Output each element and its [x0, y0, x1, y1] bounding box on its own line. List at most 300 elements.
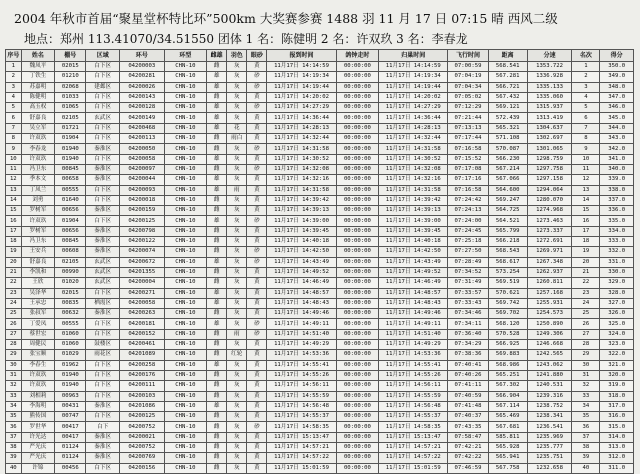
table-cell: 00:00:00: [336, 134, 378, 144]
table-cell: 11月17日 14:28:13: [379, 123, 448, 133]
table-cell: 04200026: [119, 82, 164, 92]
table-cell: 567.214: [488, 164, 527, 174]
table-cell: 28: [572, 340, 600, 350]
table-cell: 黄: [247, 432, 267, 442]
table-cell: 吴立军: [21, 123, 55, 133]
table-cell: 11月17日 14:32:44: [379, 134, 448, 144]
table-cell: 1298.759: [527, 154, 572, 164]
table-cell: CHN-10: [164, 72, 206, 82]
table-cell: 1235.751: [527, 453, 572, 463]
table-cell: 秦淮区: [86, 226, 120, 236]
table-cell: 白下区: [86, 195, 120, 205]
table-cell: 00963: [55, 391, 86, 401]
table-cell: 白下区: [86, 216, 120, 226]
table-cell: 雌: [207, 309, 227, 319]
table-cell: 秦淮区: [86, 237, 120, 247]
table-cell: 许双玖: [21, 381, 55, 391]
table-cell: 00417: [55, 432, 86, 442]
table-cell: 00:00:00: [336, 401, 378, 411]
table-cell: 38: [6, 442, 22, 452]
table-cell: 11月17日 14:49:29: [267, 340, 336, 350]
table-cell: 01060: [55, 329, 86, 339]
table-cell: 04200018: [119, 195, 164, 205]
table-cell: CHN-10: [164, 463, 206, 473]
table-cell: 灰: [227, 92, 247, 102]
table-cell: 1335.060: [527, 92, 572, 102]
table-cell: 1304.637: [527, 123, 572, 133]
table-cell: 04200021: [119, 432, 164, 442]
table-cell: 07:04:19: [448, 72, 488, 82]
table-cell: 11: [6, 164, 22, 174]
table-cell: 11月17日 14:58:35: [267, 422, 336, 432]
table-cell: 18: [6, 237, 22, 247]
table-cell: 黄: [247, 370, 267, 380]
table-cell: 568.986: [488, 360, 527, 370]
table-cell: 330.0: [600, 267, 634, 277]
table-cell: 564.725: [488, 206, 527, 216]
table-cell: 00:00:00: [336, 185, 378, 195]
table-cell: 11月17日 14:14:59: [379, 62, 448, 72]
column-header: 报到时间: [267, 50, 336, 62]
table-cell: 04200263: [119, 309, 164, 319]
table-cell: 11月17日 14:49:11: [267, 319, 336, 329]
table-cell: 00:00:00: [336, 442, 378, 452]
table-cell: 570.087: [488, 144, 527, 154]
table-cell: 11月17日 14:43:49: [379, 257, 448, 267]
table-cell: 11月17日 14:49:11: [379, 319, 448, 329]
table-cell: 黄: [247, 309, 267, 319]
table-cell: CHN-10: [164, 381, 206, 391]
table-cell: 04200093: [119, 185, 164, 195]
table-cell: CHN-10: [164, 370, 206, 380]
table-cell: 01940: [55, 144, 86, 154]
table-cell: 350.0: [600, 62, 634, 72]
table-cell: 刘勇: [21, 195, 55, 205]
table-row: [6, 360, 634, 370]
table-header-row: [6, 50, 634, 62]
table-cell: 秦淮区: [86, 432, 120, 442]
table-cell: 04200769: [119, 453, 164, 463]
table-cell: 12: [6, 175, 22, 185]
table-cell: 565.251: [488, 370, 527, 380]
table-cell: 1269.971: [527, 247, 572, 257]
table-cell: 雄: [207, 82, 227, 92]
table-cell: 567.432: [488, 92, 527, 102]
table-cell: 07:34:52: [448, 267, 488, 277]
table-cell: 白下区: [86, 391, 120, 401]
table-cell: 1235.777: [527, 442, 572, 452]
table-cell: 黄: [247, 298, 267, 308]
table-cell: 黄: [247, 206, 267, 216]
table-cell: 21: [6, 267, 22, 277]
table-cell: 许锦: [21, 463, 55, 473]
table-cell: 35: [572, 412, 600, 422]
table-cell: 570.528: [488, 329, 527, 339]
table-cell: 5: [6, 103, 22, 113]
table-cell: 00:00:00: [336, 309, 378, 319]
table-cell: 黄: [247, 442, 267, 452]
table-cell: 白下区: [86, 123, 120, 133]
table-cell: 00:00:00: [336, 360, 378, 370]
table-cell: 11月17日 14:55:37: [379, 412, 448, 422]
table-cell: 01640: [55, 195, 86, 205]
table-cell: 07:33:43: [448, 298, 488, 308]
table-cell: 11月17日 14:48:43: [379, 298, 448, 308]
column-header: 归巢时间: [379, 50, 448, 62]
table-row: [6, 113, 634, 123]
column-header: 雌雄: [207, 50, 227, 62]
table-cell: 1260.811: [527, 278, 572, 288]
table-cell: 黄: [247, 185, 267, 195]
table-cell: 04200798: [119, 226, 164, 236]
table-cell: 04200125: [119, 216, 164, 226]
table-cell: 04200752: [119, 442, 164, 452]
table-cell: 317.0: [600, 401, 634, 411]
table-cell: 9: [572, 144, 600, 154]
table-cell: 04200752: [119, 422, 164, 432]
table-cell: 灰: [227, 175, 247, 185]
table-cell: 11月17日 14:19:34: [379, 72, 448, 82]
table-cell: 雌: [207, 226, 227, 236]
table-cell: 罗世华: [21, 422, 55, 432]
table-cell: 许双玖: [21, 216, 55, 226]
table-cell: 01904: [55, 216, 86, 226]
table-cell: 567.681: [488, 422, 527, 432]
table-cell: 11月17日 15:13:47: [267, 432, 336, 442]
table-cell: 雌: [207, 432, 227, 442]
table-cell: 04200074: [119, 247, 164, 257]
table-cell: 灰: [227, 226, 247, 236]
table-cell: CHN-10: [164, 432, 206, 442]
table-cell: 33: [572, 391, 600, 401]
table-cell: 雌: [207, 370, 227, 380]
table-cell: 11月17日 14:49:52: [379, 267, 448, 277]
table-row: [6, 195, 634, 205]
table-cell: 雄: [207, 103, 227, 113]
table-cell: 11月17日 14:32:08: [267, 164, 336, 174]
table-cell: 07:24:45: [448, 226, 488, 236]
table-cell: 323.0: [600, 340, 634, 350]
table-cell: 38: [572, 442, 600, 452]
table-cell: 4: [572, 92, 600, 102]
table-cell: 11月17日 14:43:49: [267, 257, 336, 267]
table-cell: 1: [572, 62, 600, 72]
table-cell: 34: [6, 401, 22, 411]
table-cell: 30: [6, 360, 22, 370]
table-cell: 565.941: [488, 453, 527, 463]
table-cell: 23: [6, 288, 22, 298]
table-cell: 雌: [207, 391, 227, 401]
table-cell: 6: [572, 113, 600, 123]
table-cell: 张宝顺: [21, 350, 55, 360]
table-cell: 雌: [207, 412, 227, 422]
table-cell: 04200122: [119, 237, 164, 247]
table-cell: 1294.064: [527, 185, 572, 195]
table-cell: 00417: [55, 422, 86, 432]
table-cell: 342.0: [600, 144, 634, 154]
table-cell: 572.439: [488, 113, 527, 123]
table-cell: 04201089: [119, 350, 164, 360]
table-row: [6, 185, 634, 195]
table-cell: 17: [6, 226, 22, 236]
table-cell: 11月17日 14:32:08: [379, 164, 448, 174]
table-cell: 00:00:00: [336, 298, 378, 308]
table-cell: 15: [6, 206, 22, 216]
table-cell: 1301.065: [527, 144, 572, 154]
table-cell: 568.541: [488, 62, 527, 72]
table-cell: 00:00:00: [336, 370, 378, 380]
table-cell: 341.0: [600, 154, 634, 164]
table-cell: 砂: [247, 319, 267, 329]
table-cell: 25: [572, 309, 600, 319]
table-cell: 04201086: [119, 401, 164, 411]
table-cell: 04200004: [119, 278, 164, 288]
table-cell: 00:00:00: [336, 288, 378, 298]
table-cell: 329.0: [600, 278, 634, 288]
table-cell: 00:00:00: [336, 319, 378, 329]
table-row: [6, 237, 634, 247]
table-cell: 灰: [227, 237, 247, 247]
table-cell: 雌: [207, 350, 227, 360]
table-cell: 337.0: [600, 195, 634, 205]
table-cell: 00:00:00: [336, 62, 378, 72]
table-cell: CHN-10: [164, 257, 206, 267]
table-cell: 35: [6, 412, 22, 422]
table-cell: 1267.348: [527, 257, 572, 267]
table-cell: 11月17日 14:51:40: [379, 329, 448, 339]
table-row: [6, 164, 634, 174]
table-cell: 黄: [247, 350, 267, 360]
table-cell: 严光庆: [21, 453, 55, 463]
table-cell: 秦淮区: [86, 175, 120, 185]
column-header: 姓名: [21, 50, 55, 62]
table-cell: 11月17日 14:40:18: [379, 237, 448, 247]
table-row: [6, 298, 634, 308]
table-cell: 04200050: [119, 144, 164, 154]
table-cell: 黄: [247, 123, 267, 133]
table-cell: 326.0: [600, 309, 634, 319]
table-cell: 雨白: [227, 134, 247, 144]
table-cell: 313.0: [600, 442, 634, 452]
table-cell: 灰: [227, 340, 247, 350]
table-cell: 雌: [207, 278, 227, 288]
table-cell: 324.0: [600, 329, 634, 339]
table-cell: 00835: [55, 298, 86, 308]
table-cell: 07:36:40: [448, 329, 488, 339]
column-header: 名次: [572, 50, 600, 62]
table-cell: 灰: [227, 113, 247, 123]
table-row: [6, 309, 634, 319]
table-cell: 刘相莉: [21, 391, 55, 401]
table-cell: 00:00:00: [336, 329, 378, 339]
table-cell: 22: [572, 278, 600, 288]
table-cell: 2: [572, 72, 600, 82]
table-cell: 灰: [227, 298, 247, 308]
table-cell: 20: [572, 257, 600, 267]
table-cell: CHN-10: [164, 267, 206, 277]
table-cell: 白下区: [86, 154, 120, 164]
table-cell: 灰: [227, 412, 247, 422]
table-cell: 07:25:18: [448, 237, 488, 247]
table-cell: 07:34:46: [448, 309, 488, 319]
table-cell: 雨: [227, 185, 247, 195]
table-cell: CHN-10: [164, 82, 206, 92]
table-cell: 00:00:00: [336, 206, 378, 216]
table-cell: 11月17日 14:39:13: [267, 206, 336, 216]
table-cell: 20: [6, 257, 22, 267]
table-cell: 玄武区: [86, 257, 120, 267]
table-cell: 许双玖: [21, 134, 55, 144]
table-cell: 雌: [207, 195, 227, 205]
table-cell: 4: [6, 92, 22, 102]
table-cell: 灰: [227, 144, 247, 154]
table-cell: 11月17日 14:39:42: [267, 195, 336, 205]
table-cell: 李凯和: [21, 267, 55, 277]
table-cell: 00:00:00: [336, 257, 378, 267]
table-cell: 11月17日 14:39:45: [379, 226, 448, 236]
table-cell: 01033: [55, 92, 86, 102]
table-cell: 571.108: [488, 134, 527, 144]
table-cell: 314.0: [600, 432, 634, 442]
table-cell: 00:00:00: [336, 175, 378, 185]
table-cell: 11月17日 14:36:44: [267, 113, 336, 123]
table-cell: 01940: [55, 381, 86, 391]
table-cell: 11月17日 14:39:00: [379, 216, 448, 226]
table-cell: 327.0: [600, 298, 634, 308]
table-cell: 5: [572, 103, 600, 113]
table-cell: 565.799: [488, 226, 527, 236]
table-cell: 黄: [247, 154, 267, 164]
table-cell: CHN-10: [164, 144, 206, 154]
table-cell: 04200152: [119, 329, 164, 339]
table-cell: 7: [6, 123, 22, 133]
table-cell: 21: [572, 267, 600, 277]
table-cell: 335.0: [600, 216, 634, 226]
table-cell: 566.218: [488, 237, 527, 247]
table-cell: 07:41:48: [448, 401, 488, 411]
table-row: [6, 62, 634, 72]
table-cell: 罗树军: [21, 206, 55, 216]
table-cell: 24: [6, 298, 22, 308]
table-cell: 11月17日 14:14:59: [267, 62, 336, 72]
table-cell: 雄: [207, 298, 227, 308]
table-cell: 1336.928: [527, 72, 572, 82]
table-cell: 00:00:00: [336, 391, 378, 401]
table-cell: 07:38:36: [448, 350, 488, 360]
table-cell: 砂: [247, 82, 267, 92]
table-cell: 11月17日 14:48:57: [267, 288, 336, 298]
table-cell: 11月17日 14:39:42: [379, 195, 448, 205]
table-cell: 11月17日 14:32:16: [379, 175, 448, 185]
table-cell: 349.0: [600, 72, 634, 82]
table-cell: 罗树军: [21, 226, 55, 236]
table-cell: 黄: [247, 62, 267, 72]
table-cell: 白下区: [86, 72, 120, 82]
table-cell: CHN-10: [164, 401, 206, 411]
table-cell: 569.519: [488, 278, 527, 288]
table-cell: 黄: [247, 113, 267, 123]
table-cell: 栖霞区: [86, 298, 120, 308]
table-cell: 00:00:00: [336, 164, 378, 174]
table-cell: 04200281: [119, 72, 164, 82]
table-cell: 1242.565: [527, 350, 572, 360]
table-cell: 07:17:08: [448, 164, 488, 174]
table-cell: 白下区: [86, 134, 120, 144]
table-cell: 04200176: [119, 370, 164, 380]
table-cell: 11月17日 14:48:57: [379, 288, 448, 298]
table-cell: 灰: [227, 154, 247, 164]
table-cell: 灰: [227, 370, 247, 380]
table-cell: 11月17日 14:53:36: [267, 350, 336, 360]
table-row: [6, 267, 634, 277]
table-cell: 严光庆: [21, 442, 55, 452]
table-cell: 雌: [207, 92, 227, 102]
table-cell: 00:00:00: [336, 453, 378, 463]
table-cell: 砂: [247, 422, 267, 432]
table-cell: 36: [572, 422, 600, 432]
table-cell: 11月17日 14:31:58: [379, 144, 448, 154]
table-cell: 1297.758: [527, 164, 572, 174]
table-cell: 砂: [247, 329, 267, 339]
table-cell: 11月17日 14:19:44: [267, 82, 336, 92]
table-cell: 22: [6, 278, 22, 288]
table-cell: 1302.697: [527, 134, 572, 144]
table-cell: 345.0: [600, 113, 634, 123]
table-cell: 567.281: [488, 72, 527, 82]
table-cell: 07:31:49: [448, 278, 488, 288]
table-cell: 568.120: [488, 319, 527, 329]
table-cell: 14: [6, 195, 22, 205]
table-cell: 白下: [86, 422, 120, 432]
table-cell: 玄武区: [86, 267, 120, 277]
table-cell: 11月17日 14:39:13: [379, 206, 448, 216]
table-cell: 灰: [227, 164, 247, 174]
table-cell: 雌: [207, 144, 227, 154]
table-cell: CHN-10: [164, 206, 206, 216]
table-cell: 1240.531: [527, 381, 572, 391]
table-row: [6, 422, 634, 432]
table-cell: 雄: [207, 319, 227, 329]
table-cell: 07:04:34: [448, 82, 488, 92]
table-cell: 11月17日 14:56:48: [379, 401, 448, 411]
table-cell: 11: [572, 164, 600, 174]
table-cell: 00:00:00: [336, 82, 378, 92]
table-cell: 雌: [207, 206, 227, 216]
table-cell: 秦淮区: [86, 247, 120, 257]
table-cell: 26: [572, 319, 600, 329]
table-cell: 雌: [207, 62, 227, 72]
table-cell: 11月17日 14:28:13: [267, 123, 336, 133]
table-cell: 灰: [227, 288, 247, 298]
table-cell: 许光达: [21, 432, 55, 442]
table-cell: 雄: [207, 154, 227, 164]
table-cell: 25: [6, 309, 22, 319]
table-cell: 07:40:59: [448, 391, 488, 401]
table-cell: 339.0: [600, 175, 634, 185]
table-cell: 348.0: [600, 82, 634, 92]
table-cell: 04200058: [119, 298, 164, 308]
table-cell: 00:00:00: [336, 381, 378, 391]
table-cell: 灰: [227, 72, 247, 82]
table-cell: 灰: [227, 453, 247, 463]
table-cell: CHN-10: [164, 103, 206, 113]
table-cell: 白下区: [86, 381, 120, 391]
table-cell: 07:16:58: [448, 185, 488, 195]
table-cell: 00:00:00: [336, 123, 378, 133]
table-cell: 07:27:50: [448, 247, 488, 257]
table-cell: 11月17日 14:31:58: [267, 185, 336, 195]
table-cell: 00:00:00: [336, 350, 378, 360]
